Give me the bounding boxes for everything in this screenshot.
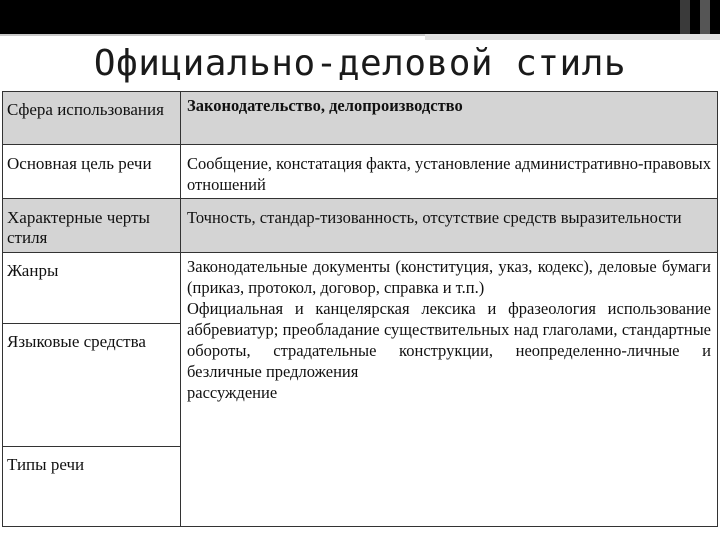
row-label-cell [3, 447, 181, 527]
top-bar [0, 0, 720, 34]
row-value: Сообщение, констатация факта, установление административно-правовых отношений [187, 154, 711, 194]
top-bar-stripe [680, 0, 690, 34]
row-value-cell [181, 92, 717, 144]
row-label-cell [3, 145, 181, 198]
label-wrap [3, 447, 181, 527]
row-label: Языковые средства [7, 332, 146, 351]
row-label: Основная цель речи [7, 154, 152, 173]
top-bar-stripe [700, 0, 710, 34]
table-row [3, 92, 717, 145]
row-label: Характерные черты стиля [7, 208, 150, 247]
row-value: Официальная и канцелярская лексика и фразеология использование аббревиатур; преобладание существительных над глаголами, стандартные обороты, страдательные конструкции, неопределенно-личные и безличные предложения [187, 299, 711, 381]
row-value-cell [181, 145, 717, 198]
row-value: Точность, стандар-тизованность, отсутствие средств выразительности [187, 208, 682, 227]
label-wrap [3, 253, 181, 323]
merged-value-cell [181, 253, 717, 527]
value-wrap [181, 253, 717, 527]
row-value-cell [181, 199, 717, 252]
row-label: Типы речи [7, 455, 85, 474]
table-row [3, 145, 717, 199]
label-wrap [3, 324, 181, 446]
row-label: Сфера использования [7, 100, 164, 119]
table-row [3, 199, 717, 253]
row-value: Законодательство, делопроизводство [187, 96, 463, 115]
slide-title: Официально-деловой стиль [93, 43, 627, 84]
row-label: Жанры [7, 261, 59, 280]
row-label-cell [3, 324, 181, 447]
style-table [2, 91, 718, 527]
row-value: Законодательные документы (конституция, указ, кодекс), деловые бумаги (приказ, протокол, договор, справка и т.п.) [187, 257, 711, 297]
row-label-cell [3, 92, 181, 144]
row-value: рассуждение [187, 383, 278, 402]
row-label-cell [3, 199, 181, 252]
row-label-cell [3, 253, 181, 324]
